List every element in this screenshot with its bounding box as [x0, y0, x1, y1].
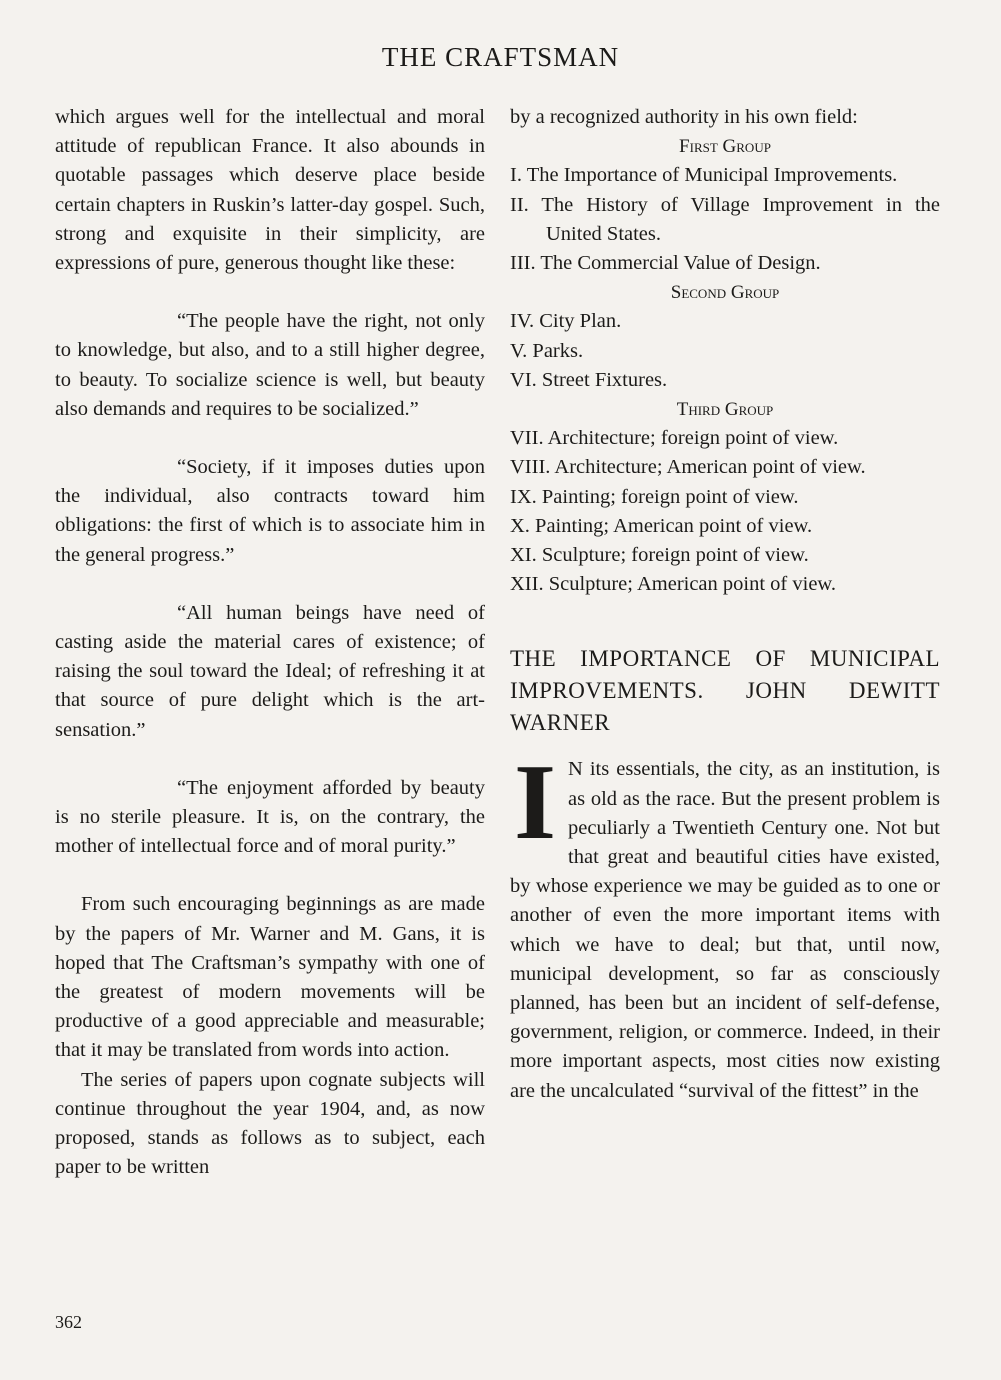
list-item: I. The Importance of Municipal Improvements. [510, 164, 898, 187]
article-title: THE IMPORTANCE OF MUNICIPAL IMPROVEMENTS. JOHN DEWITT WARNER [510, 646, 940, 736]
list-item: V. Parks. [510, 339, 584, 362]
list-item: VIII. Architecture; American point of view. [510, 456, 866, 479]
list-item: III. The Commercial Value of Design. [510, 252, 821, 275]
article-body-block [510, 743, 940, 1105]
list-item: X. Painting; American point of view. [510, 514, 813, 537]
quotation: “Society, if it imposes duties upon the individual, also contracts toward him obligations: the first of which is to associate him in the general progress.” [55, 456, 485, 566]
group-heading: Third Group [676, 399, 774, 421]
paragraph: which argues well for the intellectual and moral attitude of republican France. It also abounds in quotable passages which deserve place beside certain chapters in Ruskin’s latter-day gospel. Such, strong and exquisite in their simplicity, are expressions of pure, generous thought like these: [55, 106, 485, 275]
quotation: “The people have the right, not only to knowledge, but also, and to a still higher degree, to beauty. To socialize science is well, but beauty also demands and requires to be socialized.” [55, 310, 485, 420]
list-intro: by a recognized authority in his own field: [510, 106, 858, 128]
group-heading: First Group [679, 136, 771, 158]
quotation: “All human beings have need of casting aside the material cares of existence; of raising the soul toward the Ideal; of refreshing it at that source of pure delight which is the art-sensation.” [55, 601, 485, 741]
list-item: IX. Painting; foreign point of view. [510, 485, 799, 508]
list-item: VII. Architecture; foreign point of view. [510, 427, 839, 450]
page-number: 362 [55, 1312, 82, 1332]
quotation: “The enjoyment afforded by beauty is no sterile pleasure. It is, on the contrary, the mother of intellectual force and of moral purity.” [55, 776, 485, 858]
left-column [55, 103, 485, 1183]
drop-cap: I [514, 743, 557, 863]
running-header: THE CRAFTSMAN [381, 42, 620, 72]
article-body: N its essentials, the city, as an institution, is as old as the race. But the present problem is peculiarly a Twentieth Century one. Not but that great and beautiful cities have existed, by whose experience we may be guided as to one or another of even the more important items with which we have to deal; but that, until now, municipal development, so far as consciously planned, has been but an incident of self-defense, government, religion, or commerce. Indeed, in their more important aspects, most cities now existing are the uncalculated “survival of the fittest” in the [510, 758, 940, 1102]
list-item: IV. City Plan. [510, 310, 622, 333]
list-item: II. The History of Village Improvement in the United States. [510, 193, 940, 245]
paragraph: The series of papers upon cognate subjects will continue throughout the year 1904, and, as now proposed, stands as follows as to subject, each paper to be written [55, 1068, 485, 1179]
list-item: XII. Sculpture; American point of view. [510, 573, 837, 596]
list-item: VI. Street Fixtures. [510, 368, 668, 391]
paragraph: From such encouraging beginnings as are made by the papers of Mr. Warner and M. Gans, it is hoped that The Craftsman’s sympathy with one of the greatest of modern movements will be productive of a good appreciable and measurable; that it may be translated from words into action. [55, 893, 485, 1062]
list-item: XI. Sculpture; foreign point of view. [510, 544, 809, 567]
group-heading: Second Group [670, 282, 780, 304]
right-column [510, 103, 940, 1106]
